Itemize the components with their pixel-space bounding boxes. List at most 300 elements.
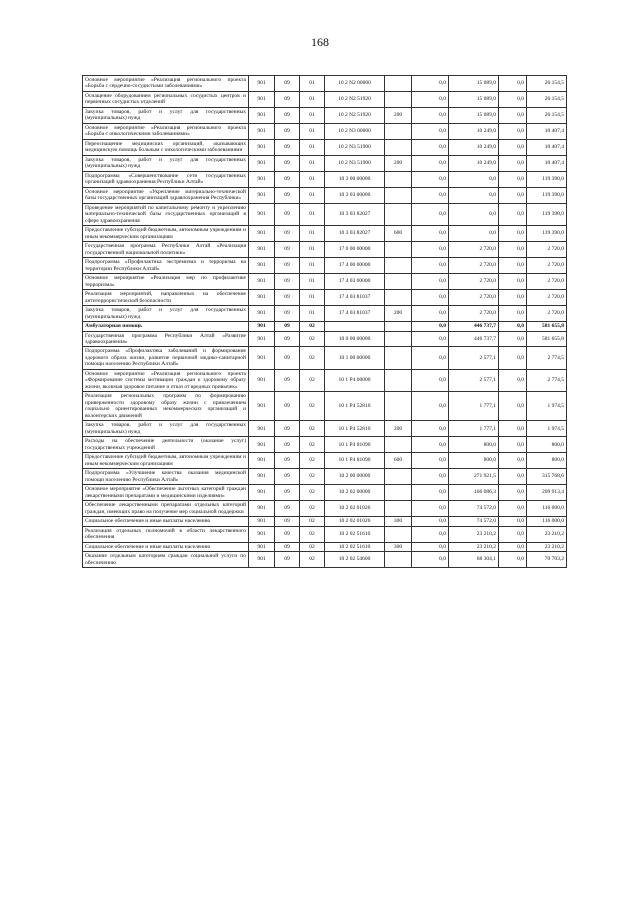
- target-article-cell: 17 4 03 81037: [325, 290, 385, 306]
- amount-cell: 10 407,4: [527, 139, 567, 155]
- amount-cell: 0,0: [412, 322, 449, 331]
- expense-type-cell: [385, 139, 412, 155]
- row-name-cell: Основное мероприятие «Укрепление материально-технической базы государственных организаций здравоохранения Республики»: [83, 187, 249, 203]
- amount-cell: 2 720,0: [449, 306, 499, 322]
- row-name-cell: Реализация отдельных полномочий в области лекарственного обеспечения: [83, 526, 249, 542]
- admin-code-cell: 901: [249, 226, 275, 242]
- amount-cell: 0,0: [412, 501, 449, 517]
- expense-type-cell: 600: [385, 453, 412, 469]
- row-name-cell: Подпрограмма «Профилактика экстремизма и терроризма на территории Республики Алтай»: [83, 258, 249, 274]
- expense-type-cell: [385, 331, 412, 347]
- subsection-code-cell: 02: [300, 485, 325, 501]
- section-code-cell: 09: [275, 421, 300, 437]
- amount-cell: 0,0: [412, 107, 449, 123]
- amount-cell: 2 720,0: [527, 242, 567, 258]
- admin-code-cell: 901: [249, 517, 275, 526]
- amount-cell: 10 249,0: [449, 155, 499, 171]
- amount-cell: 0,0: [499, 139, 527, 155]
- amount-cell: 0,0: [412, 331, 449, 347]
- amount-cell: 119 390,0: [527, 171, 567, 187]
- subsection-code-cell: 01: [300, 226, 325, 242]
- section-code-cell: 09: [275, 437, 300, 453]
- amount-cell: 119 390,0: [527, 187, 567, 203]
- amount-cell: 0,0: [499, 437, 527, 453]
- amount-cell: 2 577,1: [449, 369, 499, 391]
- subsection-code-cell: 02: [300, 501, 325, 517]
- row-name-cell: Основное мероприятие «Реализация регионального проекта «Борьба с сердечно-сосудистыми заболеваниями»: [83, 76, 249, 92]
- section-code-cell: 09: [275, 453, 300, 469]
- subsection-code-cell: 02: [300, 453, 325, 469]
- amount-cell: 0,0: [412, 258, 449, 274]
- amount-cell: 0,0: [499, 203, 527, 225]
- table-row: [83, 107, 567, 123]
- table-row: [83, 542, 567, 551]
- expense-type-cell: 600: [385, 226, 412, 242]
- amount-cell: 446 737,7: [449, 322, 499, 331]
- subsection-code-cell: 01: [300, 123, 325, 139]
- amount-cell: 800,0: [527, 453, 567, 469]
- subsection-code-cell: 01: [300, 76, 325, 92]
- expense-type-cell: [385, 76, 412, 92]
- amount-cell: 446 737,7: [449, 331, 499, 347]
- amount-cell: 800,0: [449, 453, 499, 469]
- amount-cell: 15 089,0: [449, 107, 499, 123]
- table-row: [83, 123, 567, 139]
- table-body: [83, 76, 567, 568]
- amount-cell: 0,0: [412, 552, 449, 568]
- amount-cell: 116 000,0: [527, 501, 567, 517]
- amount-cell: 0,0: [412, 242, 449, 258]
- admin-code-cell: 901: [249, 76, 275, 92]
- amount-cell: 581 655,8: [527, 322, 567, 331]
- section-code-cell: 09: [275, 171, 300, 187]
- section-code-cell: 09: [275, 469, 300, 485]
- table-row: [83, 226, 567, 242]
- row-name-cell: Закупка товаров, работ и услуг для государственных (муниципальных) нужд: [83, 421, 249, 437]
- amount-cell: 0,0: [412, 392, 449, 421]
- expense-type-cell: [385, 123, 412, 139]
- row-name-cell: Подпрограмма «Совершенствование сети государственных организаций здравоохранения Республики Алтай»: [83, 171, 249, 187]
- row-name-cell: Социальное обеспечение и иные выплаты населению: [83, 517, 249, 526]
- row-name-cell: Переоснащение медицинских организаций, оказывающих медицинскую помощь больным с онкологическими заболеваниями: [83, 139, 249, 155]
- amount-cell: 0,0: [449, 171, 499, 187]
- row-name-cell: Основное мероприятие «Реализация мер по профилактике терроризма»: [83, 274, 249, 290]
- admin-code-cell: 901: [249, 369, 275, 391]
- table-row: [83, 306, 567, 322]
- table-row: [83, 155, 567, 171]
- row-name-cell: Социальное обеспечение и иные выплаты населению: [83, 542, 249, 551]
- amount-cell: 0,0: [412, 171, 449, 187]
- section-code-cell: 09: [275, 542, 300, 551]
- expense-type-cell: [385, 347, 412, 369]
- table-row: [83, 421, 567, 437]
- amount-cell: 0,0: [499, 517, 527, 526]
- admin-code-cell: 901: [249, 123, 275, 139]
- admin-code-cell: 901: [249, 453, 275, 469]
- expense-type-cell: [385, 290, 412, 306]
- amount-cell: 2 577,1: [449, 347, 499, 369]
- amount-cell: 0,0: [499, 369, 527, 391]
- amount-cell: 0,0: [499, 91, 527, 107]
- expense-type-cell: [385, 187, 412, 203]
- admin-code-cell: 901: [249, 242, 275, 258]
- subsection-code-cell: 02: [300, 552, 325, 568]
- subsection-code-cell: 01: [300, 171, 325, 187]
- subsection-code-cell: 01: [300, 139, 325, 155]
- admin-code-cell: 901: [249, 331, 275, 347]
- subsection-code-cell: 01: [300, 242, 325, 258]
- target-article-cell: 10 1 P4 00000: [325, 369, 385, 391]
- subsection-code-cell: 02: [300, 347, 325, 369]
- section-code-cell: 09: [275, 123, 300, 139]
- amount-cell: 1 777,1: [449, 392, 499, 421]
- table-row: [83, 171, 567, 187]
- table-row: [83, 290, 567, 306]
- admin-code-cell: 901: [249, 322, 275, 331]
- table-row: [83, 392, 567, 421]
- row-name-cell: Закупка товаров, работ и услуг для государственных (муниципальных) нужд: [83, 306, 249, 322]
- expense-type-cell: 200: [385, 155, 412, 171]
- amount-cell: 0,0: [499, 347, 527, 369]
- section-code-cell: 09: [275, 331, 300, 347]
- amount-cell: 0,0: [412, 453, 449, 469]
- expense-type-cell: [385, 469, 412, 485]
- admin-code-cell: 901: [249, 469, 275, 485]
- row-name-cell: Основное мероприятие «Реализация регионального проекта «Формирование системы мотивации граждан к здоровому образу жизни, включая здоровое питание и отказ от вредных привычек»: [83, 369, 249, 391]
- amount-cell: 2 720,0: [449, 258, 499, 274]
- amount-cell: 0,0: [499, 469, 527, 485]
- table-row: [83, 437, 567, 453]
- row-name-cell: Проведение мероприятий по капитальному ремонту и укреплению материально-технической базы государственных организаций в сфере здравоохранения: [83, 203, 249, 225]
- admin-code-cell: 901: [249, 274, 275, 290]
- expense-type-cell: 300: [385, 517, 412, 526]
- section-code-cell: 09: [275, 107, 300, 123]
- target-article-cell: 10 1 P4 81090: [325, 437, 385, 453]
- expense-type-cell: [385, 392, 412, 421]
- subsection-code-cell: 02: [300, 421, 325, 437]
- target-article-cell: 17 4 03 81037: [325, 306, 385, 322]
- amount-cell: 0,0: [412, 187, 449, 203]
- target-article-cell: 17 4 00 00000: [325, 258, 385, 274]
- target-article-cell: 10 2 02 01026: [325, 517, 385, 526]
- target-article-cell: 10 2 02 51610: [325, 526, 385, 542]
- amount-cell: 800,0: [527, 437, 567, 453]
- target-article-cell: 10 3 03 00000: [325, 187, 385, 203]
- table-row: [83, 91, 567, 107]
- table-row: [83, 369, 567, 391]
- admin-code-cell: 901: [249, 155, 275, 171]
- expense-type-cell: 200: [385, 421, 412, 437]
- amount-cell: 0,0: [499, 322, 527, 331]
- admin-code-cell: 901: [249, 392, 275, 421]
- expense-type-cell: 200: [385, 107, 412, 123]
- amount-cell: 0,0: [412, 155, 449, 171]
- row-name-cell: Обеспечение лекарственными препаратами отдельных категорий граждан, имеющих право на получение мер социальной поддержки: [83, 501, 249, 517]
- amount-cell: 0,0: [499, 171, 527, 187]
- admin-code-cell: 901: [249, 258, 275, 274]
- amount-cell: 10 407,4: [527, 155, 567, 171]
- row-name-cell: Государственная программа Республики Алтай «Развитие здравоохранения»: [83, 331, 249, 347]
- amount-cell: 15 089,0: [449, 91, 499, 107]
- amount-cell: 10 249,0: [449, 123, 499, 139]
- target-article-cell: 17 4 03 00000: [325, 274, 385, 290]
- table-row: [83, 274, 567, 290]
- target-article-cell: 10 0 00 00000: [325, 331, 385, 347]
- target-article-cell: 10 2 N3 00000: [325, 123, 385, 139]
- admin-code-cell: 901: [249, 203, 275, 225]
- subsection-code-cell: 02: [300, 331, 325, 347]
- subsection-code-cell: 01: [300, 203, 325, 225]
- section-code-cell: 09: [275, 501, 300, 517]
- section-code-cell: 09: [275, 155, 300, 171]
- table-row: [83, 501, 567, 517]
- budget-table: [82, 75, 567, 568]
- table-row: [83, 76, 567, 92]
- table-row: [83, 526, 567, 542]
- amount-cell: 23 210,2: [527, 542, 567, 551]
- table-row: [83, 331, 567, 347]
- section-code-cell: 09: [275, 226, 300, 242]
- amount-cell: 0,0: [499, 485, 527, 501]
- admin-code-cell: 901: [249, 171, 275, 187]
- table-row: [83, 485, 567, 501]
- amount-cell: 1 974,5: [527, 392, 567, 421]
- amount-cell: 0,0: [412, 91, 449, 107]
- expense-type-cell: 200: [385, 306, 412, 322]
- amount-cell: 74 572,0: [449, 501, 499, 517]
- subsection-code-cell: 01: [300, 187, 325, 203]
- table-row: [83, 322, 567, 331]
- amount-cell: 2 720,0: [449, 242, 499, 258]
- expense-type-cell: [385, 322, 412, 331]
- expense-type-cell: [385, 501, 412, 517]
- amount-cell: 0,0: [412, 347, 449, 369]
- target-article-cell: 10 1 P4 81090: [325, 453, 385, 469]
- row-name-cell: Подпрограмма «Улучшение качества оказания медицинской помощи населению Республики Алтай»: [83, 469, 249, 485]
- amount-cell: 0,0: [499, 501, 527, 517]
- target-article-cell: 10 2 02 00000: [325, 485, 385, 501]
- subsection-code-cell: 02: [300, 392, 325, 421]
- amount-cell: 0,0: [499, 155, 527, 171]
- subsection-code-cell: 01: [300, 258, 325, 274]
- amount-cell: 2 774,5: [527, 369, 567, 391]
- target-article-cell: 10 1 00 00000: [325, 347, 385, 369]
- amount-cell: 119 390,0: [527, 226, 567, 242]
- table-row: [83, 242, 567, 258]
- amount-cell: 0,0: [412, 139, 449, 155]
- expense-type-cell: [385, 258, 412, 274]
- expense-type-cell: [385, 437, 412, 453]
- amount-cell: 2 720,0: [527, 306, 567, 322]
- expense-type-cell: [385, 485, 412, 501]
- amount-cell: 2 720,0: [449, 274, 499, 290]
- target-article-cell: 10 2 N2 00000: [325, 76, 385, 92]
- section-code-cell: 09: [275, 242, 300, 258]
- expense-type-cell: 300: [385, 542, 412, 551]
- amount-cell: 166 086,3: [449, 485, 499, 501]
- amount-cell: 1 974,5: [527, 421, 567, 437]
- expense-type-cell: [385, 552, 412, 568]
- target-article-cell: 10 2 N2 51920: [325, 91, 385, 107]
- section-code-cell: 09: [275, 76, 300, 92]
- expense-type-cell: [385, 91, 412, 107]
- amount-cell: 209 913,4: [527, 485, 567, 501]
- amount-cell: 23 210,2: [449, 526, 499, 542]
- amount-cell: 0,0: [412, 123, 449, 139]
- table-row: [83, 347, 567, 369]
- amount-cell: 0,0: [412, 469, 449, 485]
- subsection-code-cell: 02: [300, 469, 325, 485]
- amount-cell: 15 089,0: [449, 76, 499, 92]
- row-name-cell: Амбулаторная помощь: [83, 322, 249, 331]
- section-code-cell: 09: [275, 274, 300, 290]
- amount-cell: 0,0: [412, 290, 449, 306]
- section-code-cell: 09: [275, 322, 300, 331]
- table-row: [83, 258, 567, 274]
- admin-code-cell: 901: [249, 107, 275, 123]
- admin-code-cell: 901: [249, 91, 275, 107]
- target-article-cell: 10 2 N3 51900: [325, 139, 385, 155]
- admin-code-cell: 901: [249, 501, 275, 517]
- amount-cell: 315 768,6: [527, 469, 567, 485]
- target-article-cell: 10 2 02 01026: [325, 501, 385, 517]
- target-article-cell: 17 0 00 00000: [325, 242, 385, 258]
- target-article-cell: 10 2 00 00000: [325, 469, 385, 485]
- row-name-cell: Предоставление субсидий бюджетным, автономным учреждениям и иным некоммерческим организациям: [83, 226, 249, 242]
- amount-cell: 0,0: [499, 187, 527, 203]
- amount-cell: 0,0: [499, 306, 527, 322]
- row-name-cell: Подпрограмма «Профилактика заболеваний и формирование здорового образа жизни, развитие первичной медико-санитарной помощи населению Республики Алтай»: [83, 347, 249, 369]
- row-name-cell: Основное мероприятие «Реализация регионального проекта «Борьба с онкологическими заболеваниями»: [83, 123, 249, 139]
- amount-cell: 0,0: [449, 226, 499, 242]
- row-name-cell: Оказание отдельным категориям граждан социальной услуги по обеспечению: [83, 552, 249, 568]
- amount-cell: 0,0: [499, 242, 527, 258]
- row-name-cell: Расходы на обеспечение деятельности (оказание услуг) государственных учреждений: [83, 437, 249, 453]
- amount-cell: 10 407,4: [527, 123, 567, 139]
- amount-cell: 23 210,2: [449, 542, 499, 551]
- table-row: [83, 139, 567, 155]
- amount-cell: 2 720,0: [527, 258, 567, 274]
- subsection-code-cell: 02: [300, 526, 325, 542]
- section-code-cell: 09: [275, 485, 300, 501]
- row-name-cell: Государственная программа Республики Алтай «Реализация государственной национальной политики»: [83, 242, 249, 258]
- amount-cell: 581 655,8: [527, 331, 567, 347]
- section-code-cell: 09: [275, 91, 300, 107]
- amount-cell: 2 774,5: [527, 347, 567, 369]
- subsection-code-cell: 02: [300, 542, 325, 551]
- table-row: [83, 517, 567, 526]
- target-article-cell: 10 1 P4 52810: [325, 392, 385, 421]
- amount-cell: 0,0: [412, 369, 449, 391]
- admin-code-cell: 901: [249, 421, 275, 437]
- section-code-cell: 09: [275, 517, 300, 526]
- amount-cell: 26 154,5: [527, 91, 567, 107]
- section-code-cell: 09: [275, 139, 300, 155]
- row-name-cell: Закупка товаров, работ и услуг для государственных (муниципальных) нужд: [83, 155, 249, 171]
- subsection-code-cell: 01: [300, 274, 325, 290]
- subsection-code-cell: 02: [300, 517, 325, 526]
- row-name-cell: Реализация мероприятий, направленных на обеспечение антитеррористической безопасности: [83, 290, 249, 306]
- section-code-cell: 09: [275, 552, 300, 568]
- amount-cell: 0,0: [499, 331, 527, 347]
- target-article-cell: 10 2 02 51610: [325, 542, 385, 551]
- amount-cell: 0,0: [499, 258, 527, 274]
- subsection-code-cell: 02: [300, 437, 325, 453]
- amount-cell: 2 720,0: [527, 274, 567, 290]
- section-code-cell: 09: [275, 526, 300, 542]
- amount-cell: 0,0: [499, 76, 527, 92]
- target-article-cell: 10 3 03 82027: [325, 226, 385, 242]
- row-name-cell: Предоставление субсидий бюджетным, автономным учреждениям и иным некоммерческим организациям: [83, 453, 249, 469]
- target-article-cell: 10 3 03 82027: [325, 203, 385, 225]
- amount-cell: 800,0: [449, 437, 499, 453]
- amount-cell: 1 777,1: [449, 421, 499, 437]
- subsection-code-cell: 01: [300, 290, 325, 306]
- table-row: [83, 453, 567, 469]
- amount-cell: 0,0: [499, 107, 527, 123]
- expense-type-cell: [385, 171, 412, 187]
- admin-code-cell: 901: [249, 437, 275, 453]
- admin-code-cell: 901: [249, 347, 275, 369]
- section-code-cell: 09: [275, 369, 300, 391]
- amount-cell: 0,0: [499, 290, 527, 306]
- amount-cell: 0,0: [412, 274, 449, 290]
- amount-cell: 2 720,0: [449, 290, 499, 306]
- amount-cell: 0,0: [499, 421, 527, 437]
- subsection-code-cell: 02: [300, 369, 325, 391]
- expense-type-cell: [385, 203, 412, 225]
- amount-cell: 0,0: [412, 203, 449, 225]
- table-row: [83, 552, 567, 568]
- target-article-cell: 10 2 N2 51920: [325, 107, 385, 123]
- section-code-cell: 09: [275, 347, 300, 369]
- table-row: [83, 203, 567, 225]
- target-article-cell: 10 2 N3 51900: [325, 155, 385, 171]
- amount-cell: 26 154,5: [527, 107, 567, 123]
- amount-cell: 0,0: [499, 274, 527, 290]
- section-code-cell: 09: [275, 306, 300, 322]
- amount-cell: 0,0: [412, 542, 449, 551]
- target-article-cell: 10 1 P4 52810: [325, 421, 385, 437]
- amount-cell: 0,0: [499, 226, 527, 242]
- section-code-cell: 09: [275, 290, 300, 306]
- amount-cell: 0,0: [412, 437, 449, 453]
- expense-type-cell: [385, 274, 412, 290]
- amount-cell: 0,0: [449, 187, 499, 203]
- amount-cell: 10 249,0: [449, 139, 499, 155]
- amount-cell: 74 572,0: [449, 517, 499, 526]
- amount-cell: 26 154,5: [527, 76, 567, 92]
- admin-code-cell: 901: [249, 139, 275, 155]
- subsection-code-cell: 01: [300, 155, 325, 171]
- amount-cell: 0,0: [412, 76, 449, 92]
- amount-cell: 2 720,0: [527, 290, 567, 306]
- page-number: 168: [311, 35, 329, 49]
- row-name-cell: Закупка товаров, работ и услуг для государственных (муниципальных) нужд: [83, 107, 249, 123]
- subsection-code-cell: 01: [300, 107, 325, 123]
- row-name-cell: Основное мероприятие «Обеспечение льготных категорий граждан лекарственными препаратами и медицинскими изделиями»: [83, 485, 249, 501]
- section-code-cell: 09: [275, 392, 300, 421]
- target-article-cell: [325, 322, 385, 331]
- amount-cell: 0,0: [412, 306, 449, 322]
- table-row: [83, 469, 567, 485]
- row-name-cell: Реализация региональных программ по формированию приверженности здоровому образу жизни с привлечением социально ориентированных некоммерческих организаций и волонтерских движений: [83, 392, 249, 421]
- amount-cell: 116 000,0: [527, 517, 567, 526]
- amount-cell: 0,0: [412, 421, 449, 437]
- amount-cell: 271 921,5: [449, 469, 499, 485]
- row-name-cell: Оснащение оборудованием региональных сосудистых центров и первичных сосудистых отделений: [83, 91, 249, 107]
- amount-cell: 0,0: [412, 517, 449, 526]
